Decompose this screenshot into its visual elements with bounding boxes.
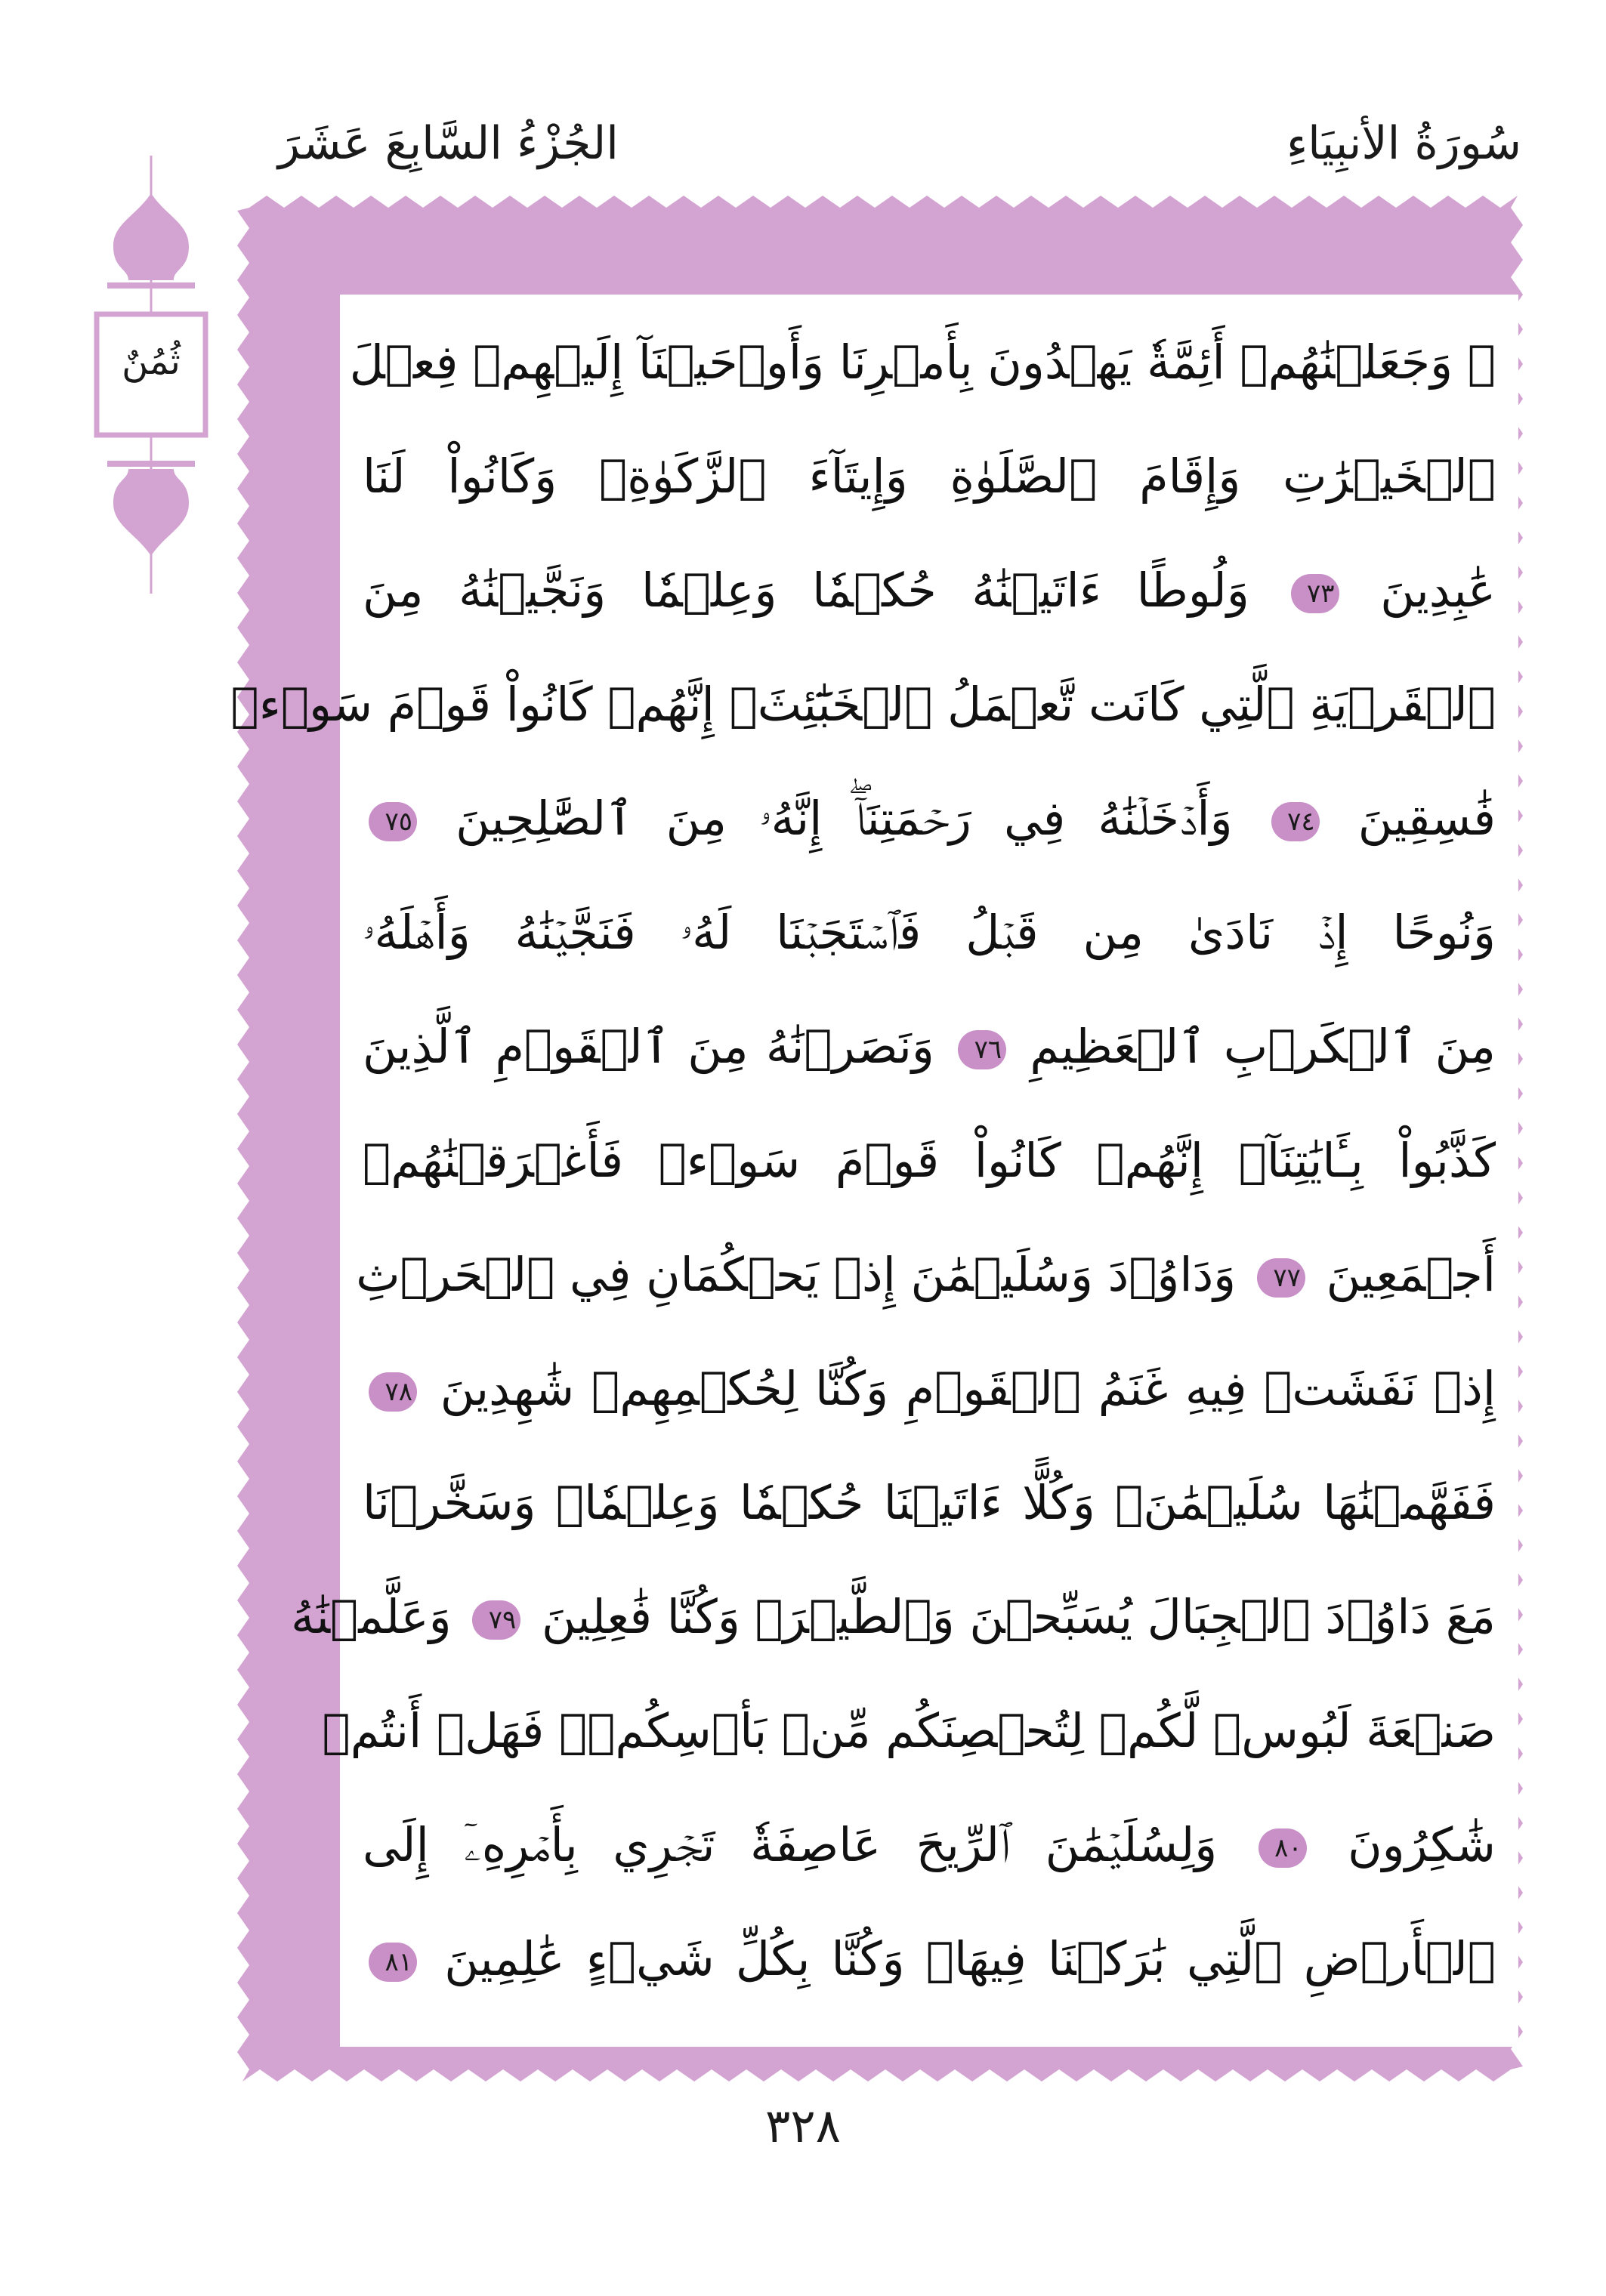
ayah-number-marker: ٧٩ [472,1600,520,1640]
ayah-text: وَعَلَّمۡنَٰهُ [291,1589,452,1644]
hizb-marker-label: ثُمُنٌ [122,341,181,383]
quran-line [363,1910,1496,2008]
ayah-text: إِذۡ نَفَشَتۡ فِيهِ غَنَمُ ٱلۡقَوۡمِ وَكُنَّا لِحُكۡمِهِمۡ شَٰهِدِينَ [440,1361,1496,1416]
page-number: ٣٢٨ [765,2098,841,2153]
quran-line [322,1682,1496,1780]
ayah-text: وَلِسُلَيۡمَٰنَ ٱلرِّيحَ عَاصِفَةٗ تَجۡرِي بِأَمۡرِهِۦٓ إِلَى [363,1817,1218,1872]
quran-line [291,1568,1496,1666]
ayah-text: ٱلۡخَيۡرَٰتِ وَإِقَامَ ٱلصَّلَوٰةِ وَإِيتَآءَ ٱلزَّكَوٰةِۖ وَكَانُواْ لَنَا [363,449,1496,504]
ayah-text: وَنَصَرۡنَٰهُ مِنَ ٱلۡقَوۡمِ ٱلَّذِينَ [363,1019,934,1074]
ayah-number-marker: ٧٨ [369,1372,417,1412]
quran-line [349,313,1496,412]
ayah-number-marker: ٧٤ [1271,802,1320,841]
ayah-text: ۞ وَجَعَلۡنَٰهُمۡ أَئِمَّةٗ يَهۡدُونَ بِأَمۡرِنَا وَأَوۡحَيۡنَآ إِلَيۡهِمۡ فِعۡلَ [349,335,1496,390]
ayah-number-marker: ٨٠ [1259,1828,1307,1868]
ayah-text: مِنَ ٱلۡكَرۡبِ ٱلۡعَظِيمِ [1030,1019,1496,1074]
ayah-text: فَٰسِقِينَ [1357,791,1496,846]
quran-line [363,542,1496,640]
ayah-text: مَعَ دَاوُۥدَ ٱلۡجِبَالَ يُسَبِّحۡنَ وَٱلطَّيۡرَۚ وَكُنَّا فَٰعِلِينَ [542,1589,1496,1644]
ayah-number-marker: ٧٣ [1291,574,1339,613]
ayah-text: أَجۡمَعِينَ [1326,1247,1496,1302]
quran-text-area [230,295,1518,2047]
quran-line [363,998,1496,1096]
quran-line [363,427,1496,526]
ayah-text: وَنُوحًا إِذۡ نَادَىٰ مِن قَبۡلُ فَٱسۡتَجَبۡنَا لَهُۥ فَنَجَّيۡنَٰهُ وَأَهۡلَهُۥ [363,905,1496,960]
juz-name-header: الجُزْءُ السَّابِعَ عَشَرَ [278,117,619,170]
ayah-text: وَأَدۡخَلۡنَٰهُ فِي رَحۡمَتِنَآۖ إِنَّهُۥ مِنَ ٱلصَّٰلِحِينَ [456,791,1233,846]
ayah-text: ٱلۡأَرۡضِ ٱلَّتِي بَٰرَكۡنَا فِيهَاۚ وَكُنَّا بِكُلِّ شَيۡءٍ عَٰلِمِينَ [444,1931,1496,1986]
quran-line [363,884,1496,982]
ayah-number-marker: ٧٧ [1257,1258,1305,1298]
quran-line [230,656,1496,754]
ayah-text: ٱلۡقَرۡيَةِ ٱلَّتِي كَانَت تَّعۡمَلُ ٱلۡخَبَٰٓئِثَۚ إِنَّهُمۡ كَانُواْ قَوۡمَ سَوۡءٖ [230,677,1496,732]
ayah-number-marker: ٧٦ [958,1030,1006,1069]
quran-line [363,1796,1496,1894]
ayah-number-marker: ٨١ [369,1943,417,1982]
surah-name-header: سُورَةُ الأنبِيَاءِ [1286,117,1521,170]
ayah-text: كَذَّبُواْ بِـَٔايَٰتِنَآۚ إِنَّهُمۡ كَانُواْ قَوۡمَ سَوۡءٖ فَأَغۡرَقۡنَٰهُمۡ [363,1133,1496,1188]
ayah-text: عَٰبِدِينَ [1380,563,1496,618]
ayah-text: شَٰكِرُونَ [1348,1817,1496,1872]
quran-line [356,1226,1496,1324]
ayah-text: صَنۡعَةَ لَبُوسٖ لَّكُمۡ لِتُحۡصِنَكُم مِّنۢ بَأۡسِكُمۡۖ فَهَلۡ أَنتُمۡ [322,1703,1496,1758]
ayah-text: فَفَهَّمۡنَٰهَا سُلَيۡمَٰنَۚ وَكُلًّا ءَاتَيۡنَا حُكۡمٗا وَعِلۡمٗاۚ وَسَخَّرۡنَا [363,1475,1496,1530]
quran-line [363,1340,1496,1438]
quran-line [363,1454,1496,1552]
quran-line [363,1112,1496,1210]
ayah-text: وَلُوطًا ءَاتَيۡنَٰهُ حُكۡمٗا وَعِلۡمٗا وَنَجَّيۡنَٰهُ مِنَ [363,563,1249,618]
ayah-text: وَدَاوُۥدَ وَسُلَيۡمَٰنَ إِذۡ يَحۡكُمَانِ فِي ٱلۡحَرۡثِ [356,1247,1237,1302]
ayah-number-marker: ٧٥ [369,802,417,841]
quran-line [363,770,1496,868]
